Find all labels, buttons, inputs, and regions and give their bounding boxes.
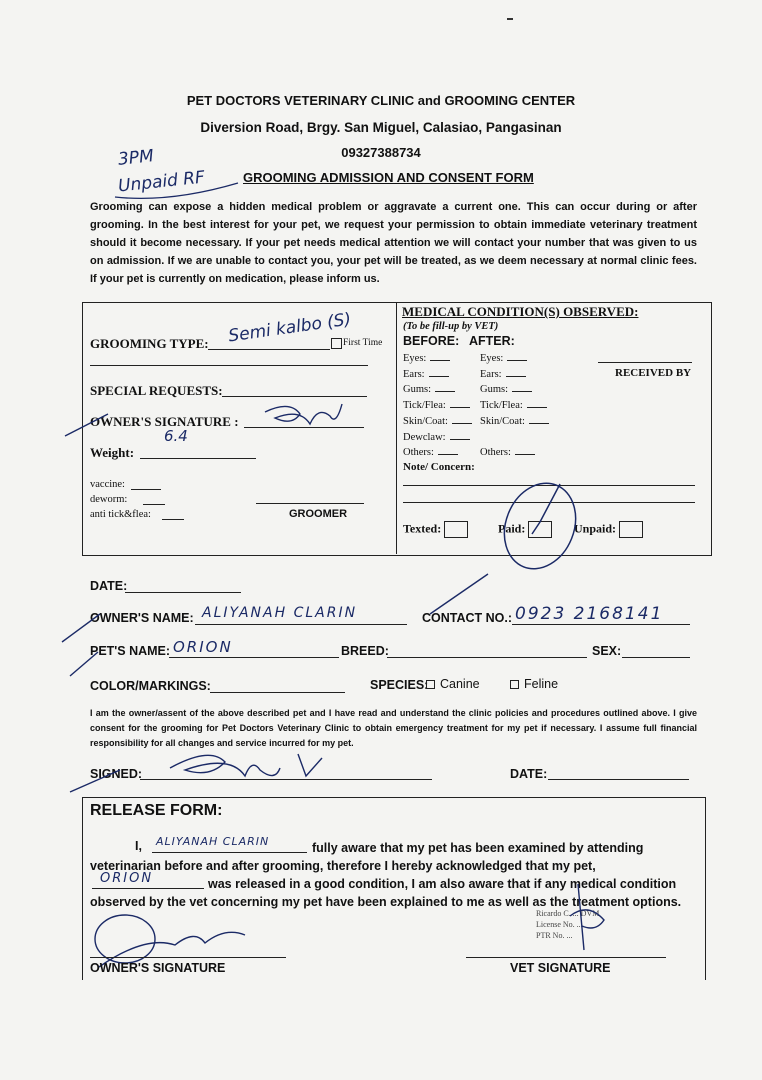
weight-label: Weight: [90,445,135,460]
condition-label: Others: [480,447,511,459]
condition-blank[interactable] [438,445,458,455]
feline-checkbox[interactable] [510,680,519,689]
date-label: DATE: [90,579,128,593]
condition-after-row[interactable] [480,445,535,458]
condition-before-row[interactable] [403,430,470,443]
condition-after-row[interactable] [480,414,549,427]
condition-blank[interactable] [512,382,532,392]
release-text-1: I, [135,839,142,853]
species-canine-option[interactable] [426,677,480,691]
deworm-label: deworm: [90,494,128,505]
stamp-line-1: Ricardo C. ... DVM [536,909,600,918]
breed-line[interactable] [387,657,587,658]
sex-label: SEX: [592,644,622,658]
vet-sig-label: VET SIGNATURE [510,961,611,975]
pet-name-value[interactable]: ORION [173,638,233,656]
paid-circle-mark [490,470,600,580]
condition-label: Skin/Coat: [480,415,525,427]
owner-sig-line [90,957,286,958]
species-feline-option[interactable] [510,677,558,691]
condition-blank[interactable] [529,414,549,424]
condition-after-row[interactable] [480,367,526,380]
owner-name-label: OWNER'S NAME: [90,611,194,625]
vet-signature-drawing [560,880,620,960]
checkmark-strokes [60,572,500,682]
condition-blank[interactable] [452,414,472,424]
grooming-type-value[interactable]: Semi kalbo (S) [227,309,353,347]
margin-note-time: 3PM [117,146,155,170]
release-text-3a: was released in a good condition, I am also aware that if any medical condition [208,877,677,891]
release-text-3b: observed by the vet concerning my pet have been explained to me as well as the treatment options. [90,895,682,909]
condition-before-row[interactable] [403,367,449,380]
release-owner-value[interactable]: ALIYANAH CLARIN [156,835,270,848]
condition-before-row[interactable] [403,382,455,395]
condition-blank[interactable] [506,367,526,377]
first-time-checkbox[interactable] [331,338,342,349]
clinic-address: Diversion Road, Brgy. San Miguel, Calasiao, Pangasinan [200,120,562,135]
intro-paragraph: Grooming can expose a hidden medical problem or aggravate a current one. This can occur during or after grooming. In the best interest for your pet, we request your permission to obtain immediate veterinary treatment should it become necessary. If your pet needs medical attention we will contact your number that was given to us on admission. If we are unable to contact you, your pet will be treated, as we deem necessary at normal clinic fees. If your pet is currently on medication, please inform us. [90,201,697,285]
color-label: COLOR/MARKINGS: [90,679,211,693]
medical-subtitle: (To be fill-up by VET) [403,321,499,332]
anti-tick-label: anti tick&flea: [90,509,151,520]
contact-value[interactable]: 0923 2168141 [515,604,664,624]
stamp-line-3: PTR No. ... [536,931,573,940]
margin-note-status: Unpaid RF [117,167,206,197]
contact-line [512,624,690,625]
texted-option[interactable] [403,521,468,538]
signed-signature-drawing [60,740,330,800]
grooming-type-line [208,349,330,350]
condition-before-row[interactable] [403,351,450,364]
vaccine-label: vaccine: [90,479,125,490]
signed-date-line[interactable] [548,779,689,780]
release-pet-value[interactable]: ORION [100,871,154,886]
condition-before-row[interactable] [403,445,458,458]
condition-blank[interactable] [435,382,455,392]
consent-paragraph: I am the owner/assent of the above described pet and I have read and understand the clinic policies and procedures outlined above. I give consent for the grooming for Pet Doctors Veterinary Clinic to obtain emergency treatment for my pet if necessary. I assume full financial responsibility for all changes and service incurred for my pet. [90,708,697,748]
condition-label: Eyes: [403,353,427,364]
anti-tick-line [162,519,184,520]
condition-label: Dewclaw: [403,431,446,443]
condition-blank[interactable] [527,398,547,408]
texted-label: Texted: [403,521,442,536]
condition-label: Skin/Coat: [403,415,448,427]
grooming-type-label: GROOMING TYPE: [90,336,209,351]
condition-before-row[interactable] [403,414,472,427]
signed-date-label: DATE: [510,767,548,781]
texted-checkbox[interactable] [444,521,468,538]
clinic-phone: 09327388734 [341,145,421,160]
species-label: SPECIES: [370,678,429,692]
contact-label: CONTACT NO.: [422,611,513,625]
box-divider [396,302,397,554]
pet-name-label: PET'S NAME: [90,644,171,658]
condition-label: Tick/Flea: [480,400,523,412]
special-requests-label: SPECIAL REQUESTS: [90,383,223,398]
medical-title: MEDICAL CONDITION(S) OBSERVED: [402,304,639,319]
unpaid-label: Unpaid: [574,521,617,536]
condition-after-row[interactable] [480,351,527,364]
condition-blank[interactable] [515,445,535,455]
note-label: Note/ Concern: [403,461,475,473]
vaccine-line [131,489,161,490]
condition-blank[interactable] [430,351,450,361]
scan-mark [507,18,513,20]
feline-label: Feline [524,677,559,691]
owner-sig-label: OWNER'S SIGNATURE [90,961,226,975]
paid-label: Paid: [498,521,526,536]
release-title: RELEASE FORM: [90,802,223,819]
owner-name-value[interactable]: ALIYANAH CLARIN [202,605,358,621]
grooming-extra-line [90,365,368,366]
condition-label: Ears: [403,368,425,380]
received-by-label: RECEIVED BY [615,367,692,379]
condition-after-row[interactable] [480,398,547,411]
first-time-label: First Time [343,338,383,348]
canine-label: Canine [440,677,480,691]
condition-blank[interactable] [450,430,470,440]
canine-checkbox[interactable] [426,680,435,689]
condition-label: Gums: [480,384,509,396]
condition-blank[interactable] [507,351,527,361]
pet-name-line [169,657,339,658]
release-text-2a: fully aware that my pet has been examined by attending [312,841,644,855]
clinic-name: PET DOCTORS VETERINARY CLINIC and GROOMING CENTER [186,93,576,108]
received-by-line [598,362,692,363]
release-owner-line [152,852,307,853]
condition-label: Gums: [403,384,432,396]
condition-blank[interactable] [450,398,470,408]
condition-label: Eyes: [480,353,504,364]
deworm-line [143,504,165,505]
condition-label: Tick/Flea: [403,400,446,412]
release-pet-line [92,888,204,889]
breed-label: BREED: [341,644,389,658]
groomer-label: GROOMER [289,508,348,520]
sex-line[interactable] [622,657,690,658]
vet-sig-line [466,957,666,958]
condition-before-row[interactable] [403,398,470,411]
stamp-line-2: License No. ... [536,920,583,929]
signed-label: SIGNED: [90,767,143,781]
owner-signature-label: OWNER'S SIGNATURE : [90,414,239,429]
after-label: AFTER: [469,334,515,348]
condition-label: Ears: [480,368,502,380]
before-label: BEFORE: [403,334,460,348]
condition-after-row[interactable] [480,382,532,395]
weight-line [140,458,256,459]
color-line[interactable] [210,692,345,693]
owner-signature-drawing [60,396,360,446]
release-text-2b: veterinarian before and after grooming, therefore I hereby acknowledged that my pet, [90,859,596,873]
condition-blank[interactable] [429,367,449,377]
form-title: GROOMING ADMISSION AND CONSENT FORM [243,170,534,185]
weight-value[interactable]: 6.4 [164,427,188,445]
groomer-line [256,503,364,504]
unpaid-checkbox[interactable] [619,521,643,538]
condition-label: Others: [403,447,434,459]
